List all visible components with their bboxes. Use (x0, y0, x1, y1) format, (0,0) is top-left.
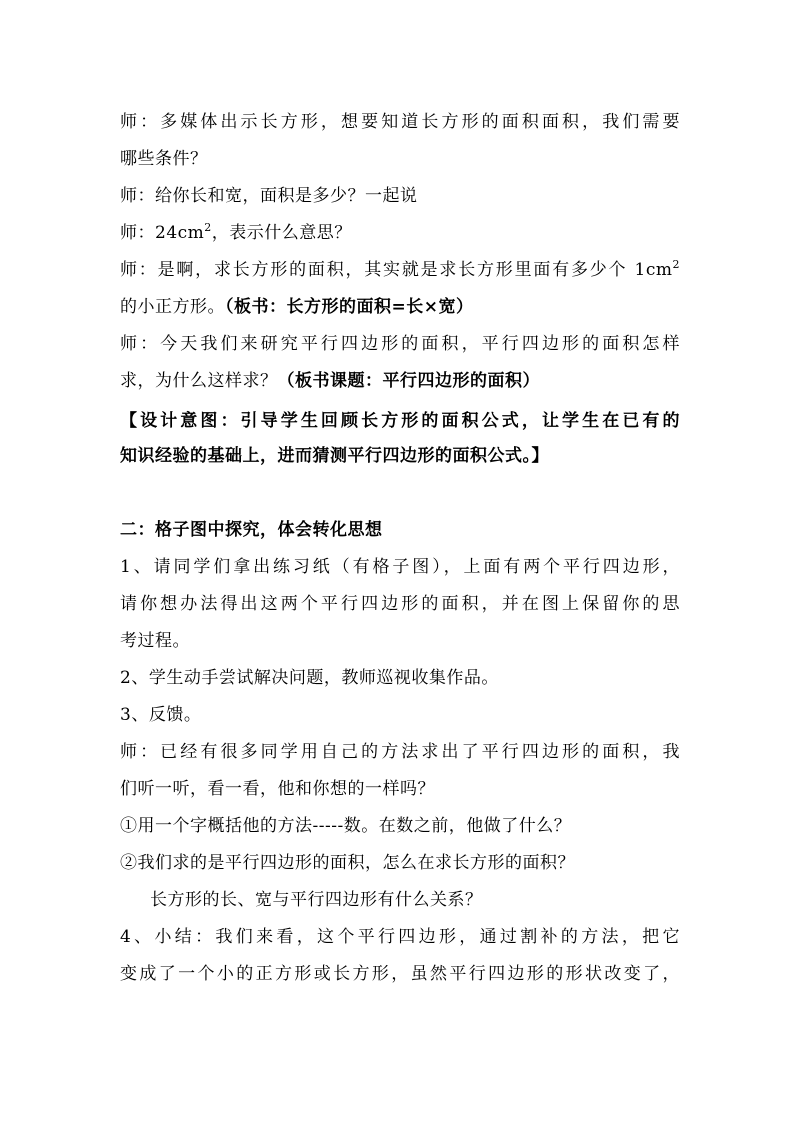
text-line: 哪些条件？ (120, 149, 208, 169)
text-line: 4、小结：我们来看，这个平行四边形，通过割补的方法，把它 (120, 927, 680, 947)
text-line: 考过程。 (120, 631, 190, 651)
design-intent-line: 【设计意图：引导学生回顾长方形的面积公式，让学生在已有的 (120, 411, 680, 431)
text-line: ①用一个字概括他的方法-----数。在数之前，他做了什么？ (120, 816, 572, 836)
text-line: 1、请同学们拿出练习纸（有格子图），上面有两个平行四边形， (120, 557, 680, 577)
text-line: 师：已经有很多同学用自己的方法求出了平行四边形的面积，我 (120, 742, 680, 762)
text-line: 的小正方形。（板书：长方形的面积=长×宽） (120, 297, 474, 317)
text-line: 师：今天我们来研究平行四边形的面积，平行四边形的面积怎样 (120, 334, 680, 354)
text-line: 变成了一个小的正方形或长方形，虽然平行四边形的形状改变了， (120, 964, 680, 984)
text-line: 长方形的长、宽与平行四边形有什么关系？ (150, 890, 483, 910)
text-line: 师：是啊，求长方形的面积，其实就是求长方形里面有多少个 $1cm^2$ (120, 258, 680, 280)
text-line: 3、反馈。 (120, 705, 202, 725)
text-line: 师：$24cm^2$，表示什么意思？ (120, 221, 352, 243)
board-note: （板书：长方形的面积=长×宽） (225, 297, 474, 317)
text-line: 师：多媒体出示长方形，想要知道长方形的面积面积，我们需要 (120, 112, 680, 132)
text-line: 2、学生动手尝试解决问题，教师巡视收集作品。 (120, 668, 499, 688)
text-line: 们听一听，看一看，他和你想的一样吗？ (120, 779, 435, 799)
text-line: 师：给你长和宽，面积是多少？一起说 (120, 186, 418, 206)
section-heading: 二：格子图中探究，体会转化思想 (120, 520, 383, 540)
text-line: 求，为什么这样求？（板书课题：平行四边形的面积） (120, 371, 540, 391)
text-line: 请你想办法得出这两个平行四边形的面积，并在图上保留你的思 (120, 594, 680, 614)
design-intent-line: 知识经验的基础上，进而猜测平行四边形的面积公式。】 (120, 446, 549, 466)
board-note: （板书课题：平行四边形的面积） (277, 371, 540, 391)
text-line: ②我们求的是平行四边形的面积，怎么在求长方形的面积？ (120, 853, 575, 873)
